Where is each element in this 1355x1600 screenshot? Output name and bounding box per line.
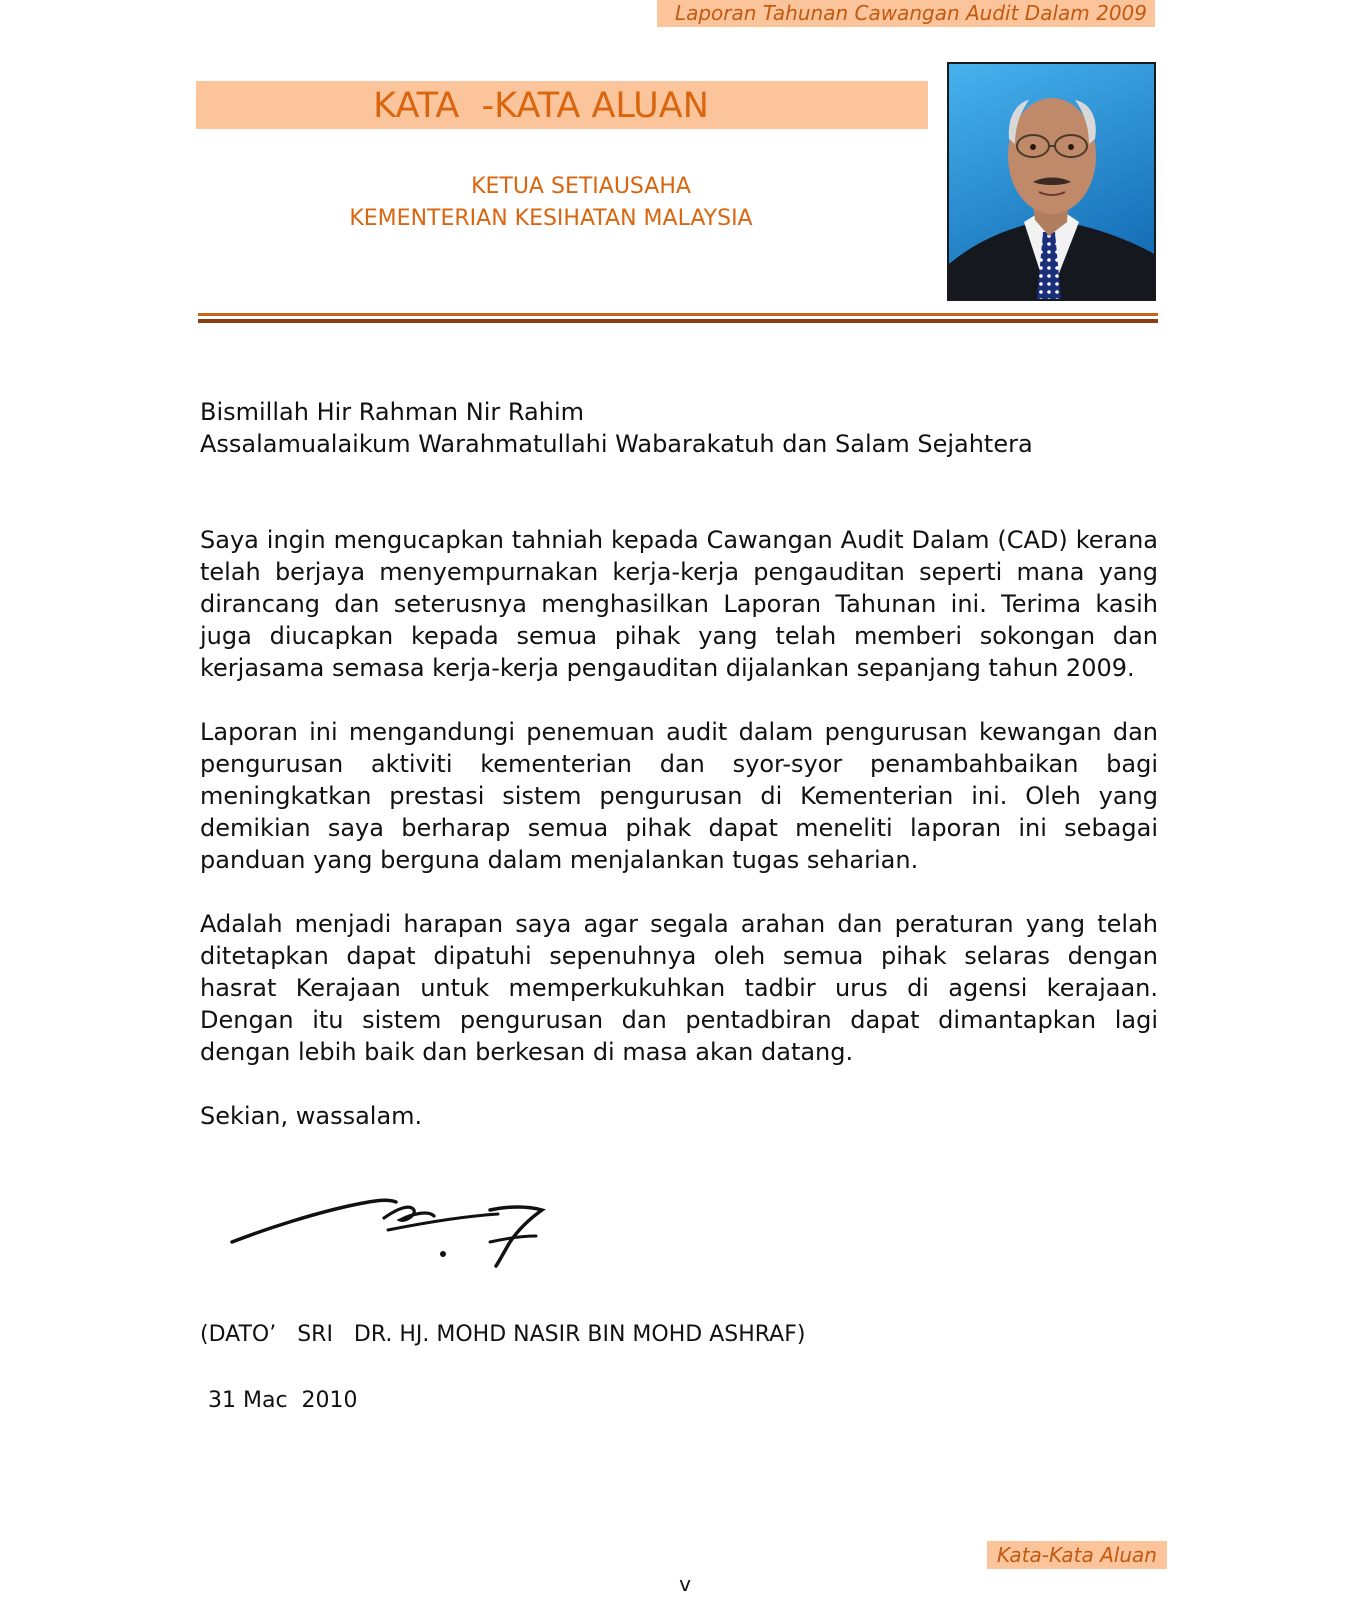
greeting-line-2: Assalamualaikum Warahmatullahi Wabarakatuh dan Salam Sejahtera xyxy=(200,430,1033,458)
handwritten-signature xyxy=(228,1190,608,1290)
page-title: KATA -KATA ALUAN xyxy=(373,86,709,126)
divider-rule-top xyxy=(198,313,1158,316)
letter-date: 31 Mac 2010 xyxy=(208,1388,358,1413)
greeting xyxy=(200,396,1033,460)
divider-rule-bottom xyxy=(198,319,1158,323)
subtitle-position: KETUA SETIAUSAHA xyxy=(471,174,691,199)
body-paragraph-2: Laporan ini mengandungi penemuan audit dalam pengurusan kewangan dan pengurusan aktiviti kementerian dan syor-syor penambahbaikan bagi meningkatkan prestasi sistem pengurusan di Kementerian ini. Oleh yang demikian saya berharap semua pihak dapat meneliti laporan ini sebagai panduan yang berguna dalam menjalankan tugas seharian. xyxy=(200,718,1158,874)
body-paragraph-3: Adalah menjadi harapan saya agar segala arahan dan peraturan yang telah ditetapkan dapat dipatuhi sepenuhnya oleh semua pihak selaras dengan hasrat Kerajaan untuk memperkukuhkan tadbir urus di agensi kerajaan. Dengan itu sistem pengurusan dan pentadbiran dapat dimantapkan lagi dengan lebih baik dan berkesan di masa akan datang. xyxy=(200,910,1158,1066)
signatory-name: (DATO’ SRI DR. HJ. MOHD NASIR BIN MOHD ASHRAF) xyxy=(200,1322,806,1347)
closing-salutation: Sekian, wassalam. xyxy=(200,1102,423,1130)
running-footer: Kata-Kata Aluan xyxy=(987,1541,1167,1569)
running-header: Laporan Tahunan Cawangan Audit Dalam 2009 xyxy=(657,0,1155,27)
greeting-line-1: Bismillah Hir Rahman Nir Rahim xyxy=(200,398,584,426)
body-paragraph-1: Saya ingin mengucapkan tahniah kepada Cawangan Audit Dalam (CAD) kerana telah berjaya menyempurnakan kerja-kerja pengauditan seperti mana yang dirancang dan seterusnya menghasilkan Laporan Tahunan ini. Terima kasih juga diucapkan kepada semua pihak yang telah memberi sokongan dan kerjasama semasa kerja-kerja pengauditan dijalankan sepanjang tahun 2009. xyxy=(200,526,1158,682)
portrait-illustration xyxy=(949,64,1154,299)
page-number: v xyxy=(679,1572,691,1596)
portrait-photo xyxy=(947,62,1156,301)
subtitle-ministry: KEMENTERIAN KESIHATAN MALAYSIA xyxy=(349,206,753,231)
